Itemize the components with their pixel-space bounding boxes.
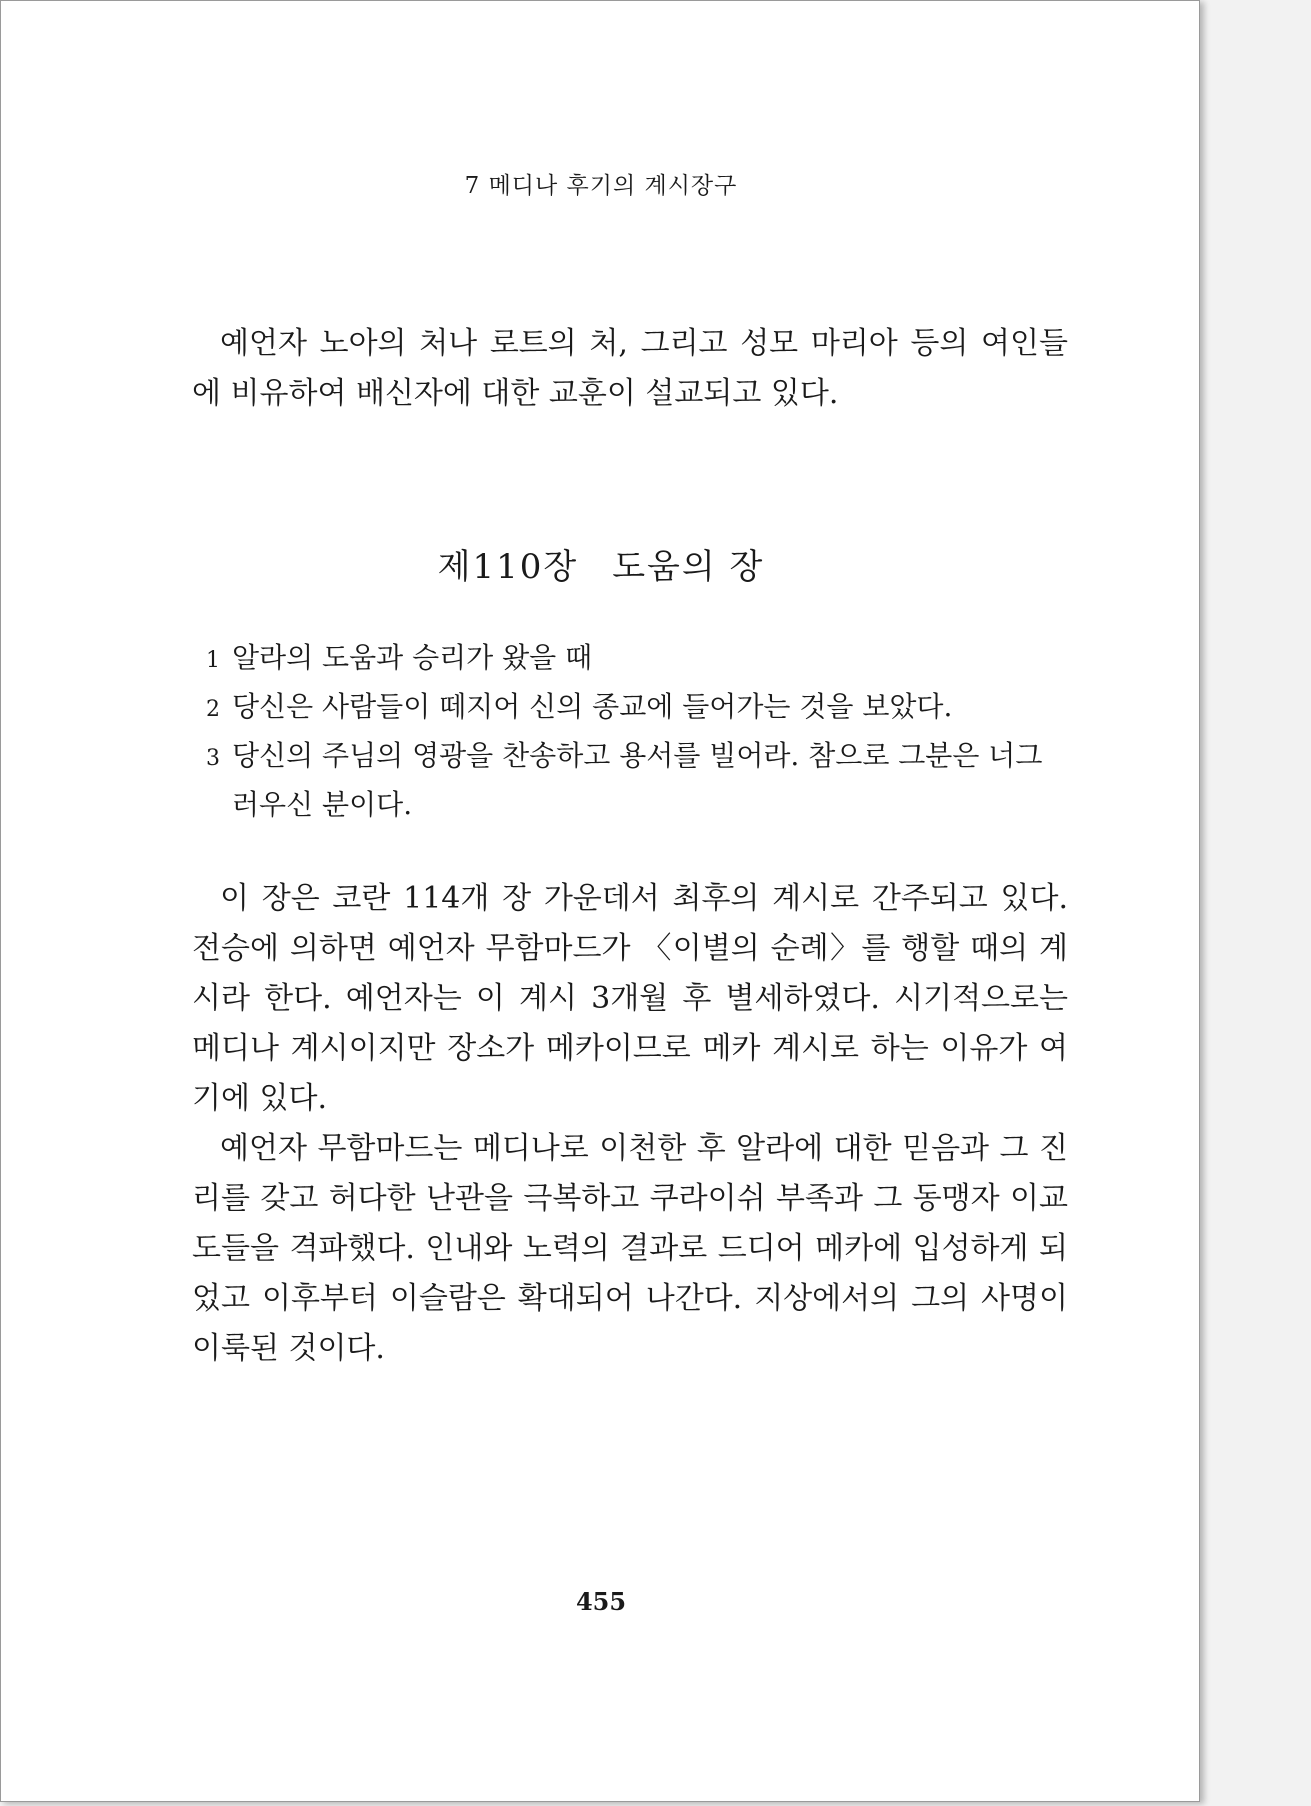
chapter-title bbox=[1, 539, 1201, 588]
verse-number: 3 bbox=[206, 746, 220, 771]
running-head: 7 메디나 후기의 계시장구 bbox=[464, 173, 738, 199]
verse-number: 2 bbox=[206, 697, 220, 722]
commentary-paragraph: 예언자 무함마드는 메디나로 이천한 후 알라에 대한 믿음과 그 진리를 갖고 허다한 난관을 극복하고 쿠라이쉬 부족과 그 동맹자 이교도들을 격파했다. 인내와 노력의 결과로 드디어 메카에 입성하게 되었고 이후부터 이슬람은 확대되어 나간다. 지상에서의 그의 사명이 이룩된 것이다. bbox=[192, 1131, 1068, 1366]
page-number: 455 bbox=[575, 1587, 627, 1616]
verse-item bbox=[206, 635, 1056, 684]
commentary-paragraph: 이 장은 코란 114개 장 가운데서 최후의 계시로 간주되고 있다. 전승에 의하면 예언자 무함마드가 〈이별의 순례〉를 행할 때의 계시라 한다. 예언자는 이 계시 3개월 후 별세하였다. 시기적으로는 메디나 계시이지만 장소가 메카이므로 메카 계시로 하는 이유가 여기에 있다. bbox=[192, 881, 1068, 1116]
chapter-number: 제110장 bbox=[437, 547, 579, 587]
commentary-block bbox=[192, 874, 1068, 1374]
verse-text: 알라의 도움과 승리가 왔을 때 bbox=[232, 641, 593, 674]
verse-item bbox=[206, 733, 1056, 828]
verse-list bbox=[206, 635, 1056, 828]
verse-item bbox=[206, 684, 1056, 733]
verse-text: 당신의 주님의 영광을 찬송하고 용서를 빌어라. 참으로 그분은 너그러우신 분이다. bbox=[232, 739, 1043, 821]
intro-paragraph: 예언자 노아의 처나 로트의 처, 그리고 성모 마리아 등의 여인들에 비유하여 배신자에 대한 교훈이 설교되고 있다. bbox=[192, 326, 1068, 411]
verse-text: 당신은 사람들이 떼지어 신의 종교에 들어가는 것을 보았다. bbox=[232, 690, 953, 723]
intro-paragraph-block bbox=[192, 319, 1068, 419]
verse-number: 1 bbox=[206, 648, 220, 673]
chapter-name: 도움의 장 bbox=[612, 547, 765, 587]
